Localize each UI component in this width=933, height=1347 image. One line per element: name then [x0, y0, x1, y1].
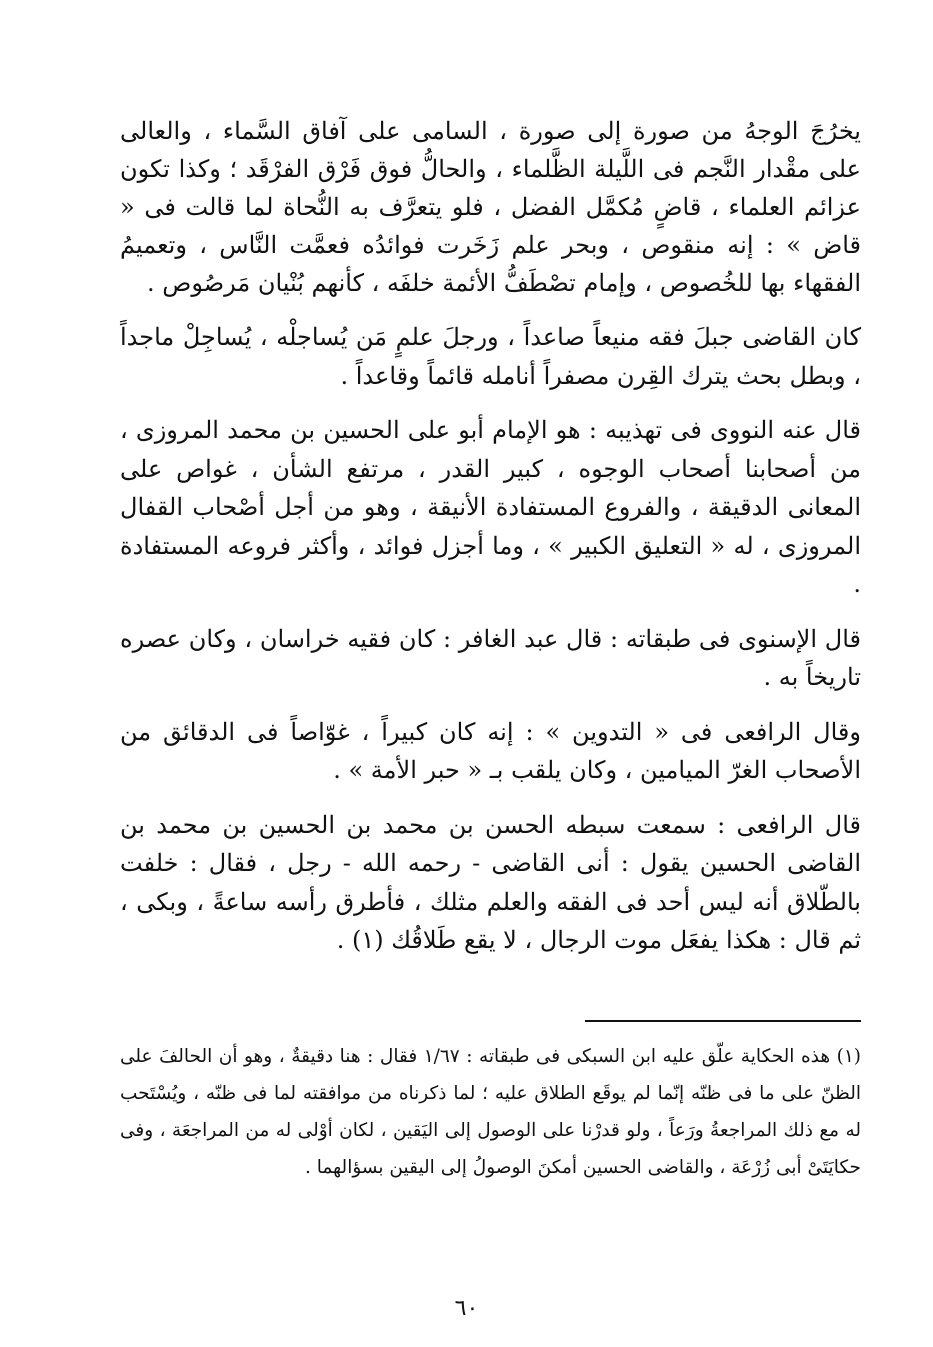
paragraph-intro: يخرُجَ الوجهُ من صورة إلى صورة ، السامى على آفاق السَّماء ، والعالى على مقْدار النَّجم فى اللَّيلة الظَّلماء ، والحالُّ فوق فَرْق الفرْقَد ؛ وكذا تكون عزائم العلماء ، قاضٍ مُكمَّل الفضل ، فلو يتعرَّف به النُّحاة لما قالت فى « قاض » : إنه منقوص ، وبحر علم زَخَرت فوائدُه فعمَّت النَّاس ، وتعميمُ الفقهاء بها للخُصوص ، وإمام تصْطَفُّ الأئمة خلفَه ، كأنهم بُنْيان مَرصُوص . [120, 117, 861, 297]
paragraph-nawawi-quote: قال عنه النووى فى تهذيبه : هو الإمام أبو على الحسين بن محمد المروزى ، من أصحابنا أصحاب الوجوه ، كبير القدر ، مرتفع الشأن ، غواص على المعانى الدقيقة ، والفروع المستفادة الأنيقة ، وهو من أجل أصْحاب القفال المروزى ، له « التعليق الكبير » ، وما أجزل فوائد ، وأكثر فروعه المستفادة . [120, 416, 861, 598]
paragraph-qadi-description: كان القاضى جبلَ فقه منيعاً صاعداً ، ورجلَ علمٍ مَن يُساجلْه ، يُساجِلْ ماجداً ، وبطل بحث يترك القِرن مصفراً أنامله قائماً وقاعداً . [120, 323, 861, 390]
paragraph-rafii-story: قال الرافعى : سمعت سبطه الحسن بن محمد بن الحسين بن محمد بن القاضى الحسين يقول : أنى القاضى - رحمه الله - رجل ، فقال : خلفت بالطّلاق أنه ليس أحد فى الفقه والعلم مثلك ، فأطرق رأسه ساعةً ، وبكى ، ثم قال : هكذا يفعَل موت الرجال ، لا يقع طَلاقُك (١) . [120, 810, 861, 954]
paragraph-isnawi-quote: قال الإسنوى فى طبقاته : قال عبد الغافر : كان فقيه خراسان ، وكان عصره تاريخاً به . [120, 624, 861, 691]
page-number: ٦٠ [454, 1296, 479, 1321]
footnote-divider [585, 1020, 861, 1022]
paragraph-rafii-tadwin: وقال الرافعى فى « التدوين » : إنه كان كبيراً ، غوّاصاً فى الدقائق من الأصحاب الغرّ الميامين ، وكان يلقب بـ « حبر الأمة » . [120, 717, 861, 784]
footnote-text: (١) هذه الحكاية علّق عليه ابن السبكى فى طبقاته : ١/٦٧ فقال : هنا دقيقةٌ ، وهو أن الحالفَ على الظنّ على ما فى ظنّه إنّما لم يوقَع الطلاق عليه ؛ لما ذكرناه من موافقته لما فى ظنّه ، ويُسْتَحب له مع ذلك المراجعةُ ورَعاً ، ولو قدرْنا على الوصول إلى اليَقين ، لكان أوْلى له من المراجعَة ، وفى حكايَتَىْ أبى زُرْعَة ، والقاضى الحسين أمكنَ الوصولُ إلى اليقين بسؤالهما . [120, 1046, 861, 1178]
